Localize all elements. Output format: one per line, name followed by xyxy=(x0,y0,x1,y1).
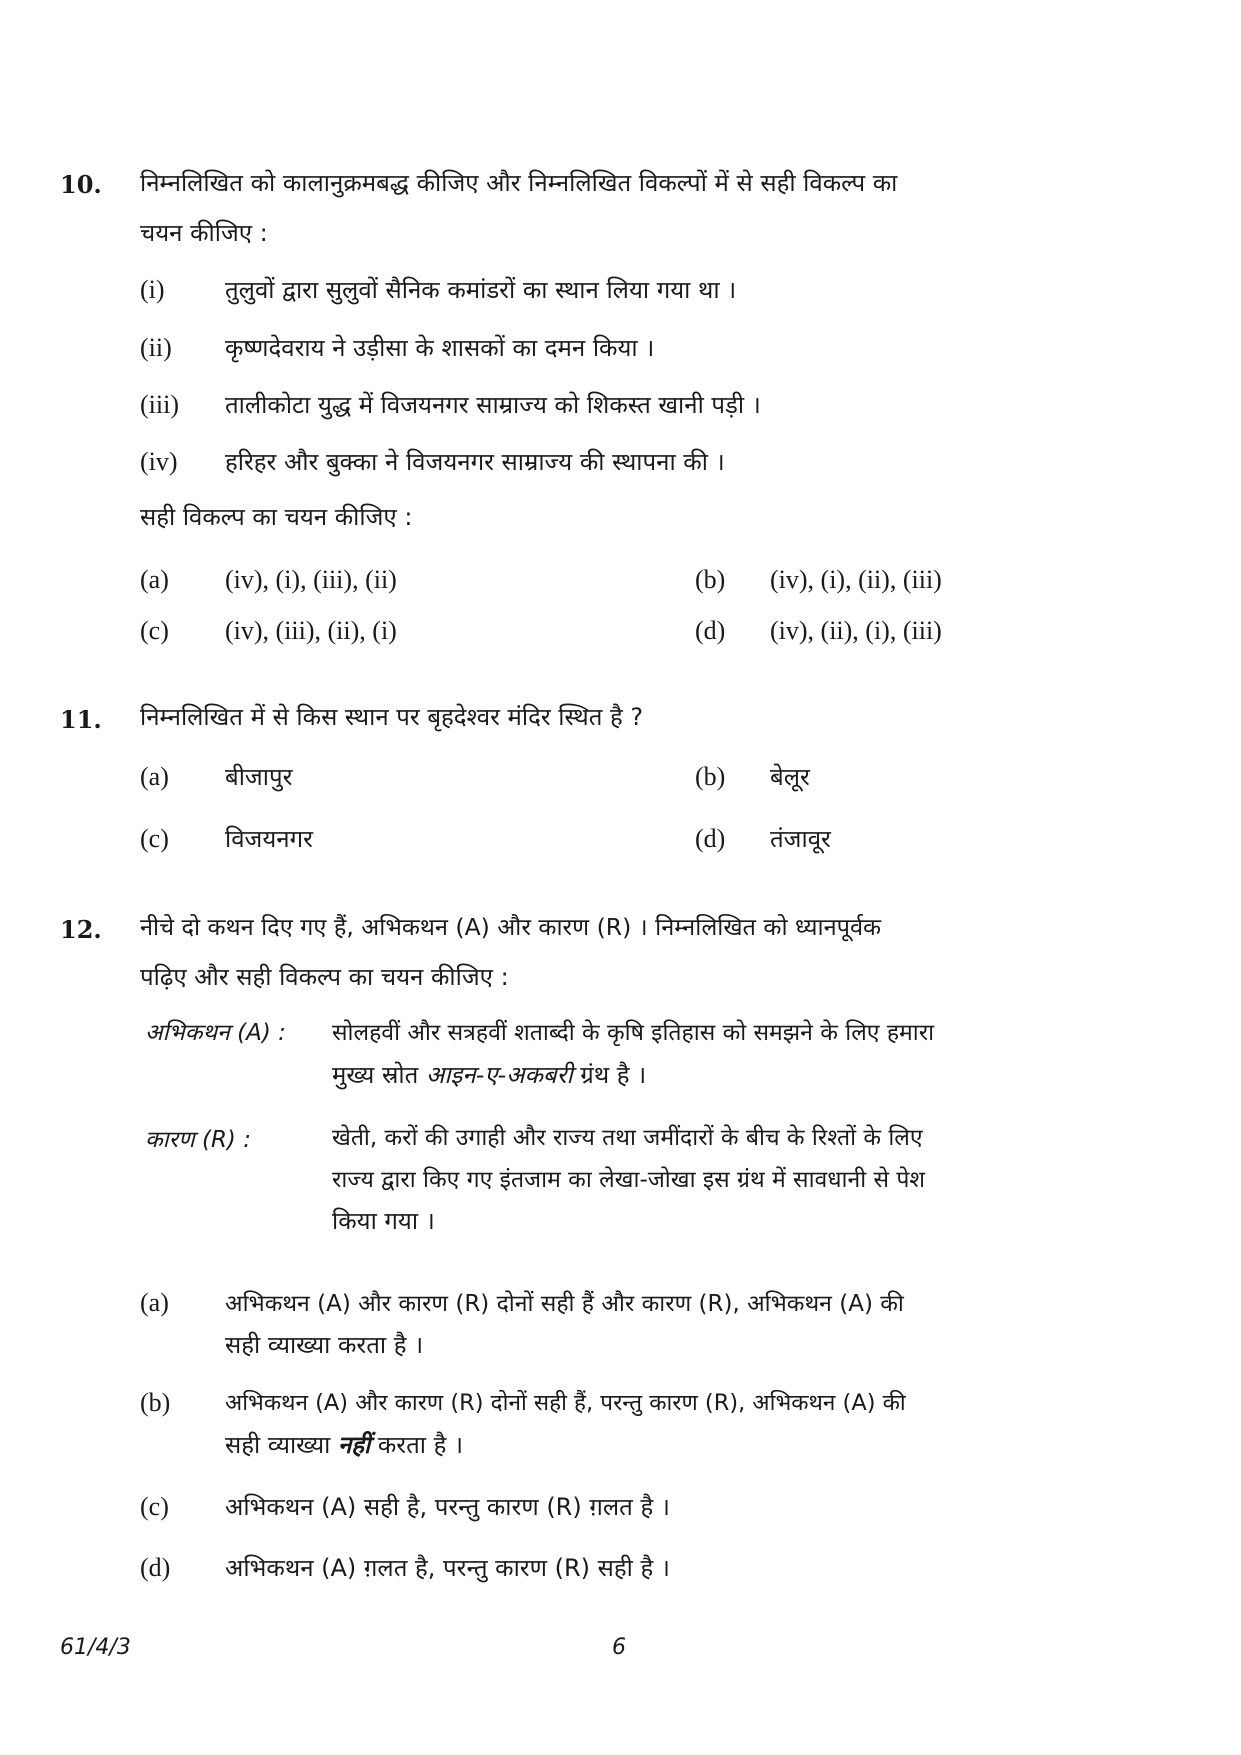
question-number: 12. xyxy=(60,915,102,944)
question-stem: निम्नलिखित को कालानुक्रमबद्ध कीजिए और निम्नलिखित विकल्पों में से सही विकल्प का xyxy=(140,169,898,197)
option-label: (c) xyxy=(140,616,169,645)
statement-label: (iii) xyxy=(140,390,179,419)
option-text: (iv), (ii), (i), (iii) xyxy=(770,616,942,645)
statement-text: तुलुवों द्वारा सुलुवों सैनिक कमांडरों का स्थान लिया गया था । xyxy=(225,276,737,304)
option-label: (a) xyxy=(140,565,169,594)
option-label: (b) xyxy=(695,762,726,791)
statement-text: तालीकोटा युद्ध में विजयनगर साम्राज्य को शिकस्त खानी पड़ी । xyxy=(225,391,761,419)
option-text: (iv), (i), (ii), (iii) xyxy=(770,565,942,594)
assertion-text: मुख्य स्रोत आइन-ए-अकबरी ग्रंथ है । xyxy=(332,1061,647,1089)
reason-label: कारण (R) : xyxy=(145,1127,251,1153)
option-text: सही व्याख्या करता है । xyxy=(225,1331,424,1359)
option-label: (c) xyxy=(140,824,169,853)
option-text: अभिकथन (A) और कारण (R) दोनों सही हैं और कारण (R), अभिकथन (A) की xyxy=(225,1291,904,1317)
question-number: 10. xyxy=(60,170,102,199)
question-stem: निम्नलिखित में से किस स्थान पर बृहदेश्वर मंदिर स्थित है ? xyxy=(140,703,644,731)
question-stem: पढ़िए और सही विकल्प का चयन कीजिए : xyxy=(140,963,509,991)
book-title: आइन-ए-अकबरी xyxy=(425,1061,573,1089)
option-text: बीजापुर xyxy=(225,763,293,791)
question-prompt: सही विकल्प का चयन कीजिए : xyxy=(140,503,413,531)
option-label: (d) xyxy=(695,824,726,853)
page-number: 6 xyxy=(612,1635,626,1660)
option-label: (c) xyxy=(140,1492,169,1521)
statement-label: (iv) xyxy=(140,447,178,476)
option-text: अभिकथन (A) ग़लत है, परन्तु कारण (R) सही है । xyxy=(225,1554,670,1582)
question-stem: नीचे दो कथन दिए गए हैं, अभिकथन (A) और कारण (R) । निम्नलिखित को ध्यानपूर्वक xyxy=(140,913,882,941)
statement-text: कृष्णदेवराय ने उड़ीसा के शासकों का दमन किया । xyxy=(225,334,655,362)
option-text: तंजावूर xyxy=(770,825,831,853)
option-text: अभिकथन (A) सही है, परन्तु कारण (R) ग़लत है । xyxy=(225,1493,670,1521)
statement-text: हरिहर और बुक्का ने विजयनगर साम्राज्य की स्थापना की । xyxy=(225,448,725,476)
option-label: (d) xyxy=(695,616,726,645)
option-label: (b) xyxy=(695,565,726,594)
assertion-text: सोलहवीं और सत्रहवीं शताब्दी के कृषि इतिहास को समझने के लिए हमारा xyxy=(332,1020,935,1046)
question-number: 11. xyxy=(60,705,102,734)
question-stem: चयन कीजिए : xyxy=(140,219,268,247)
option-text: विजयनगर xyxy=(225,825,313,853)
reason-text: खेती, करों की उगाही और राज्य तथा जमींदारों के बीच के रिश्तों के लिए xyxy=(332,1125,923,1151)
option-label: (b) xyxy=(140,1388,171,1417)
reason-text: राज्य द्वारा किए गए इंतजाम का लेखा-जोखा इस ग्रंथ में सावधानी से पेश xyxy=(332,1167,926,1193)
reason-text: किया गया । xyxy=(332,1207,435,1235)
assertion-label: अभिकथन (A) : xyxy=(145,1020,286,1046)
emphasis-text: नहीं xyxy=(337,1431,371,1459)
option-text: (iv), (iii), (ii), (i) xyxy=(225,616,397,645)
option-label: (a) xyxy=(140,1288,169,1317)
option-text: सही व्याख्या नहीं करता है । xyxy=(225,1431,464,1459)
statement-label: (ii) xyxy=(140,333,172,362)
option-label: (d) xyxy=(140,1553,171,1582)
statement-label: (i) xyxy=(140,275,165,304)
paper-code: 61/4/3 xyxy=(60,1635,131,1660)
option-text: (iv), (i), (iii), (ii) xyxy=(225,565,397,594)
option-label: (a) xyxy=(140,762,169,791)
option-text: अभिकथन (A) और कारण (R) दोनों सही हैं, परन्तु कारण (R), अभिकथन (A) की xyxy=(225,1390,906,1416)
option-text: बेलूर xyxy=(770,763,810,791)
